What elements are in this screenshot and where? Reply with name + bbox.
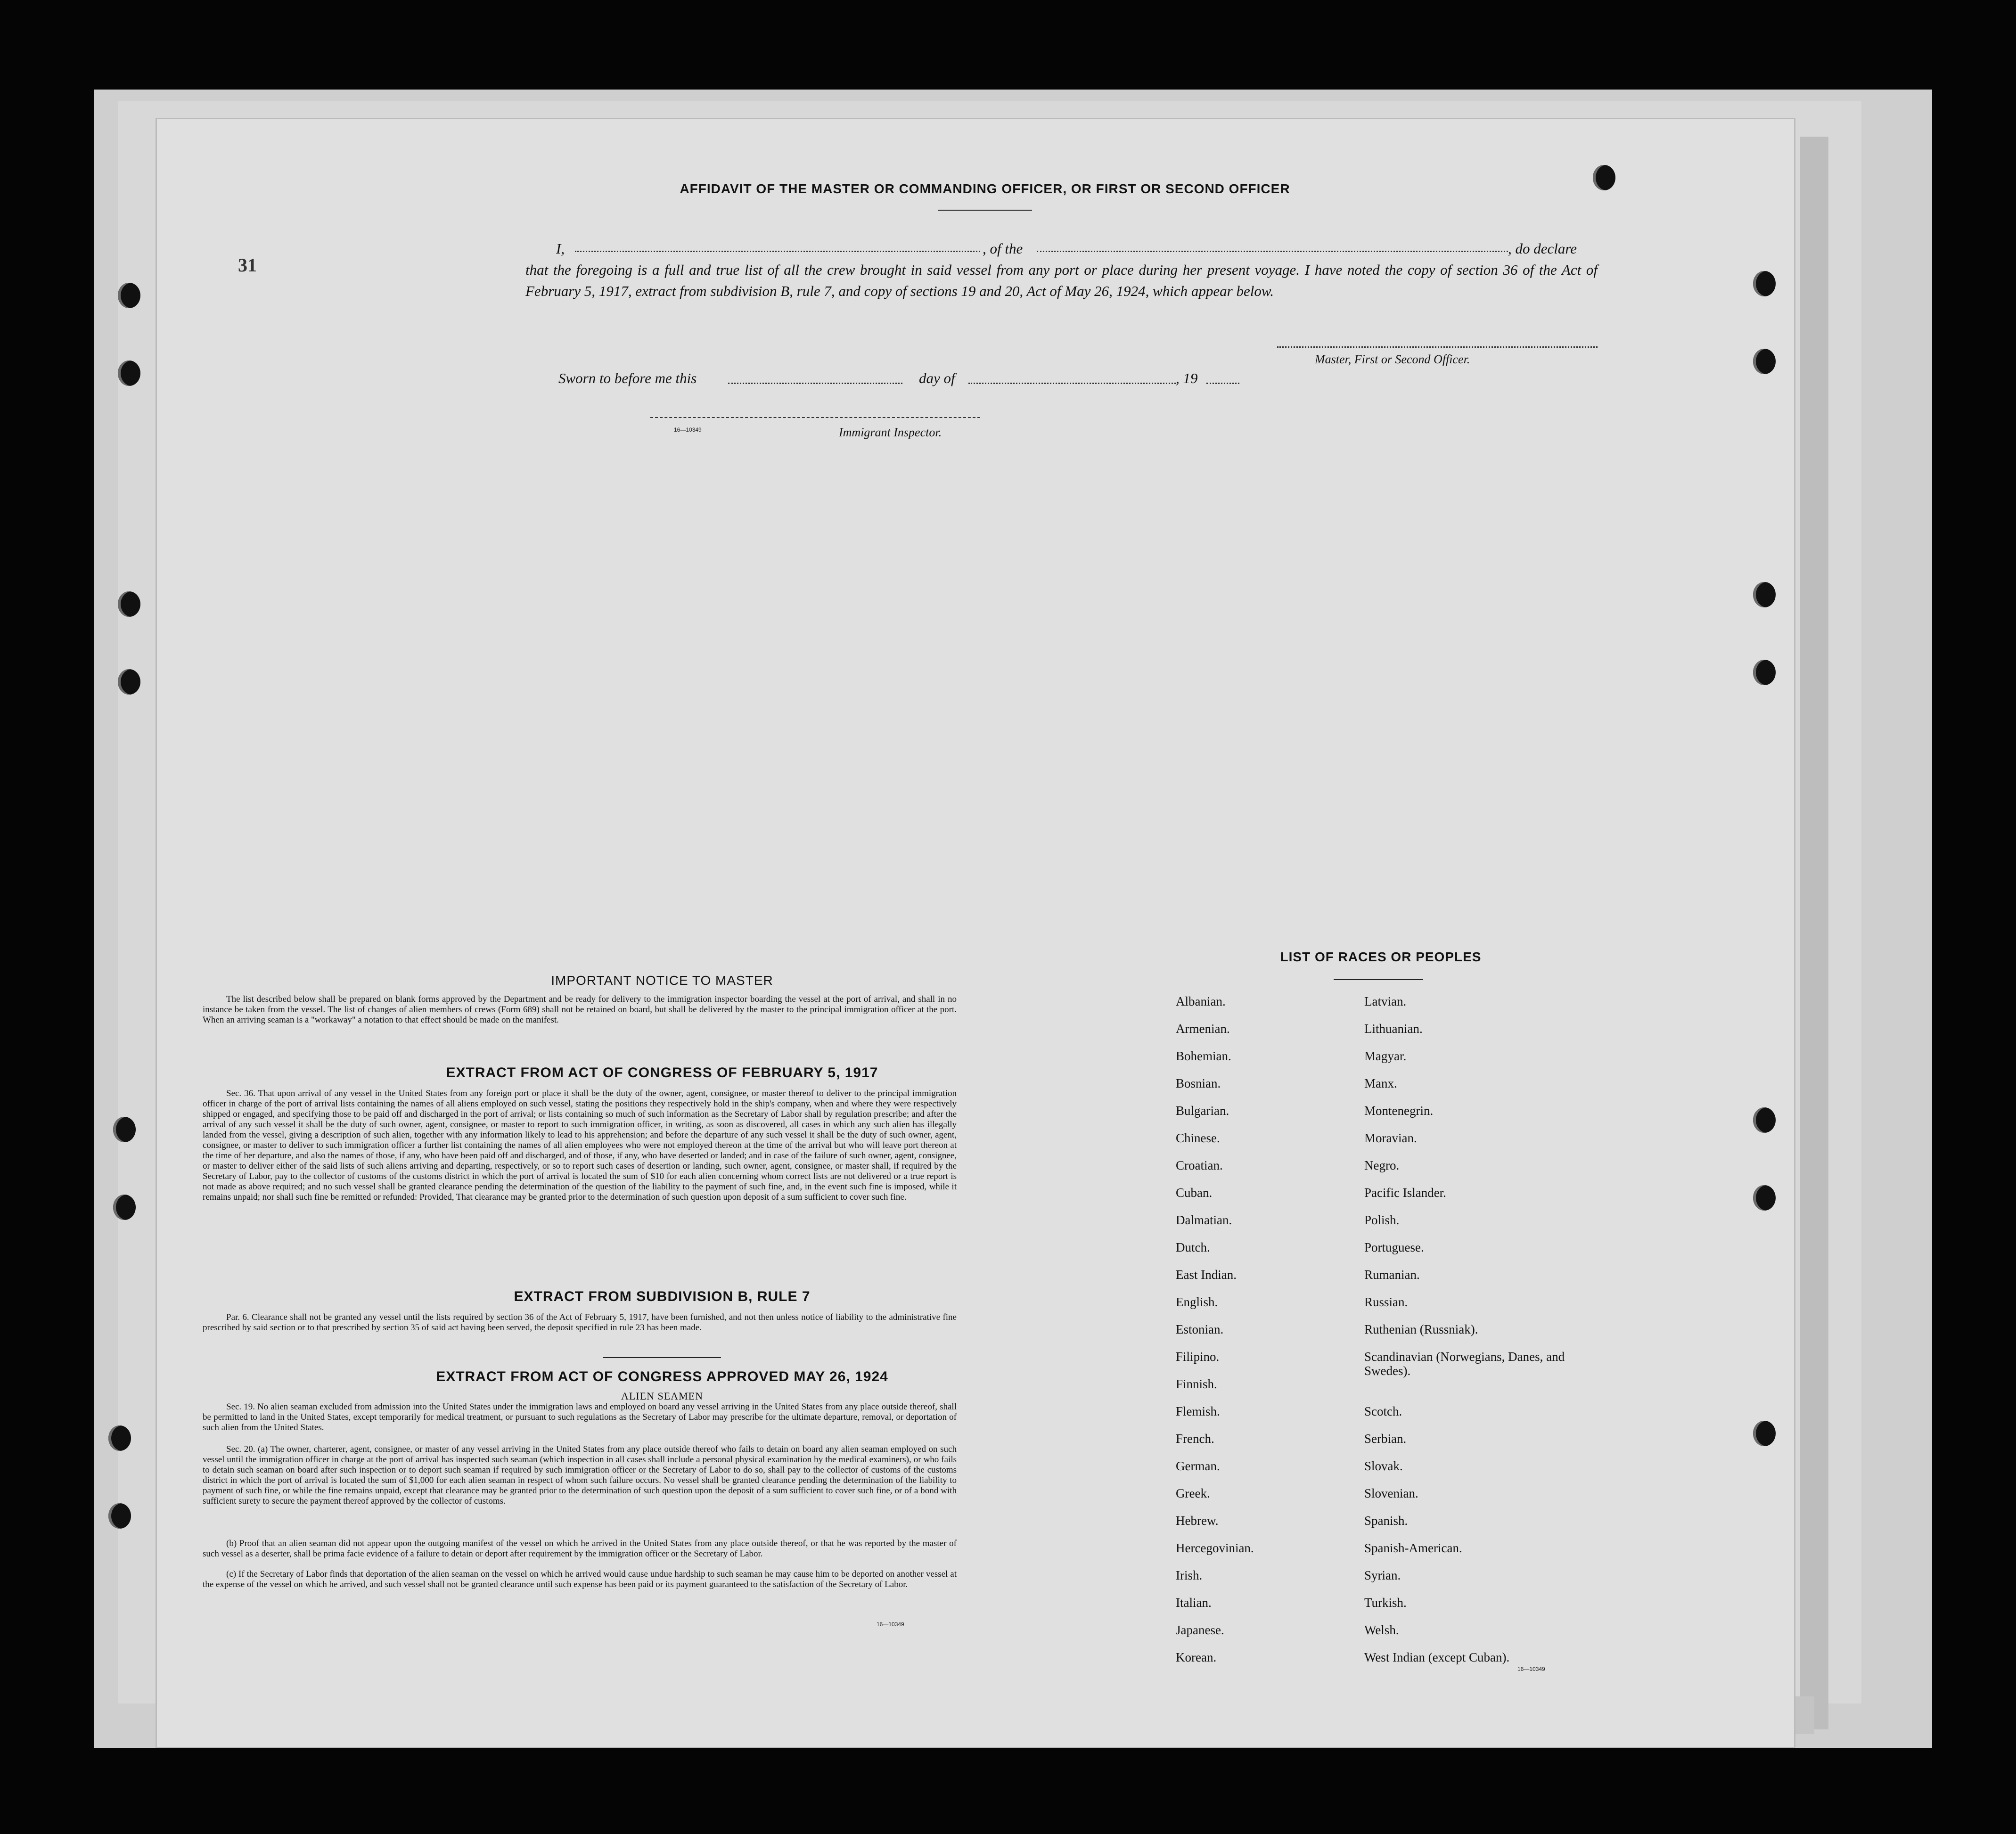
race-item: Negro. (1364, 1158, 1400, 1172)
race-item: Scandinavian (Norwegians, Danes, and Swedes). (1364, 1350, 1565, 1378)
race-item: Korean. (1176, 1650, 1217, 1664)
notice-heading: IMPORTANT NOTICE TO MASTER (551, 973, 773, 988)
name-field[interactable] (575, 251, 980, 252)
punch-hole (118, 360, 140, 386)
sworn-year: , 19 (1176, 370, 1198, 386)
punch-hole (1593, 165, 1615, 190)
punch-hole (118, 591, 140, 617)
divider (603, 1357, 721, 1358)
races-column-1 (1176, 994, 1350, 1678)
extract-1917-text: Sec. 36. That upon arrival of any vessel in the United States from any foreign port or place it shall be the duty of the owner, agent, consignee, or master thereof to deliver to the principal immigration officer in charge of the port of arrival lists containing the names of all aliens employed on such vessel, stating the positions they respectively hold in the ship's company, when and where they were respectively shipped or engaged, and specifying those to be paid off and discharged in the port of arrival; or lists containing so much of such information as the Secretary of Labor shall by regulation prescribe; and after the arrival of any such vessel it shall be the duty of such owner, agent, consignee, or master to report to such immigration officer, in writing, as soon as discovered, all cases in which any such alien has illegally landed from the vessel, giving a description of such alien, together with any information likely to lead to his apprehension; and before the departure of any such vessel it shall be the duty of such owner, agent, consignee, or master to deliver to such immigration officer a further list containing the names of all alien employees who were not employed thereon at the time of the arrival but who will leave port thereon at the time of her departure, and also the names of those, if any, who have been paid off and discharged, and of those, if any, who have deserted or landed; and in case of the failure of such owner, agent, consignee, or master to deliver either of the said lists of such aliens arriving and departing, respectively, or so to report such cases of desertion or landing, such owner, agent, consignee, or master shall, if required by the Secretary of Labor, pay to the collector of customs of the customs district in which the port of arrival is located the sum of $10 for each alien concerning whom correct lists are not delivered or a true report is not made as above required; and no such vessel shall be granted clearance pending the determination of the question of the liability to the payment of such fine, and, in the event such fine is imposed, while it remains unpaid; nor shall such fine be remitted or refunded: Provided, That clearance may be granted prior to the determination of such question upon deposit of a sum sufficient to cover such fine. (203, 1089, 957, 1202)
race-item: Latvian. (1364, 994, 1407, 1008)
race-item: Irish. (1176, 1568, 1203, 1582)
extract-1917-heading: EXTRACT FROM ACT OF CONGRESS OF FEBRUARY 5, 1917 (446, 1065, 878, 1081)
sheet-edge-right (1800, 137, 1828, 1729)
punch-hole (1753, 582, 1776, 607)
race-item: Greek. (1176, 1486, 1210, 1500)
notice-text: The list described below shall be prepared on blank forms approved by the Department and be ready for delivery to the immigration inspector boarding the vessel at the port of arrival, and shall in no instance be taken from the vessel. The list of changes of alien members of crews (Form 689) shall not be retained on board, but shall be delivered by the master to the principal immigration officer at the port. When an arriving seaman is a "workaway" a notation to that effect should be made on the manifest. (203, 994, 957, 1025)
race-item: Bosnian. (1176, 1076, 1221, 1090)
affidavit-i-label: I, (556, 240, 565, 257)
races-heading: LIST OF RACES OR PEOPLES (1280, 950, 1482, 964)
margin-number: 31 (238, 254, 257, 276)
race-item: Slovenian. (1364, 1486, 1418, 1500)
extract-1924-sec20c: (c) If the Secretary of Labor finds that deportation of the alien seaman on the vessel on which he arrived would cause undue hardship to such seaman he may cause him to be deported on another vessel at the expense of the vessel on which he arrived, and such vessel shall not be granted clearance until such expense has been paid or its payment guaranteed to the satisfaction of the Secretary of Labor. (203, 1569, 957, 1589)
race-item: West Indian (except Cuban). (1364, 1650, 1510, 1664)
punch-hole (118, 669, 140, 695)
race-item: Serbian. (1364, 1432, 1407, 1446)
race-item: East Indian. (1176, 1268, 1237, 1282)
race-item: Albanian. (1176, 994, 1226, 1008)
extract-1924-heading: EXTRACT FROM ACT OF CONGRESS APPROVED MAY 26, 1924 (436, 1369, 888, 1384)
race-item: Pacific Islander. (1364, 1186, 1446, 1200)
signature-field[interactable] (1277, 346, 1598, 348)
race-item: Dutch. (1176, 1240, 1210, 1254)
race-item: Polish. (1364, 1213, 1400, 1227)
race-item: Flemish. (1176, 1404, 1220, 1418)
signature-label: Master, First or Second Officer. (1315, 352, 1470, 366)
affidavit-body: that the foregoing is a full and true list of all the crew brought in said vessel from any port or place during her present voyage. I have noted the copy of section 36 of the Act of February 5, 1917, extract from subdivision B, rule 7, and copy of sections 19 and 20, Act of May 26, 1924, which appear below. (525, 262, 1598, 299)
race-item: Rumanian. (1364, 1268, 1420, 1282)
race-item: Manx. (1364, 1076, 1397, 1090)
race-item: Bohemian. (1176, 1049, 1231, 1063)
punch-hole (1753, 1107, 1776, 1133)
punch-hole (108, 1425, 131, 1451)
extract-1924-sec20a: Sec. 20. (a) The owner, charterer, agent, consignee, or master of any vessel arriving in the United States from any place outside thereof who fails to detain on board any alien seaman employed on such vessel until the immigration officer in charge at the port of arrival has inspected such seaman (which inspection in all cases shall include a personal physical examination by the medical examiners), or who fails to detain such seaman on board after such inspection or to deport such seaman if required by such immigration officer or the Secretary of Labor to do so, shall pay to the collector of customs of the customs district in which the port of arrival is located the sum of $1,000 for each alien seaman in respect of whom such failure occurs. No vessel shall be granted clearance pending the determination of the liability to payment of such fine, or while the fine remains unpaid, except that clearance may be granted prior to the determination of such question upon the deposit of a sum sufficient to cover such fine, or of a bond with sufficient surety to secure the payment thereof approved by the collector of customs. (203, 1444, 957, 1506)
race-item: Turkish. (1364, 1596, 1407, 1610)
race-item: Portuguese. (1364, 1240, 1424, 1254)
extract-1924-sec20b: (b) Proof that an alien seaman did not appear upon the outgoing manifest of the vessel on which he arrived in the United States from any place outside thereof, or that he was reported by the master of such vessel as a deserter, shall be prima facie evidence of a failure to detain or deport after requirement by the immigration officer or the Secretary of Labor. (203, 1539, 957, 1559)
race-item: French. (1176, 1432, 1214, 1446)
race-item: German. (1176, 1459, 1220, 1473)
race-item: Japanese. (1176, 1623, 1224, 1637)
race-item: English. (1176, 1295, 1218, 1309)
form-page (156, 118, 1795, 1748)
race-item: Italian. (1176, 1596, 1212, 1610)
sworn-year-field[interactable] (1206, 383, 1239, 384)
vessel-field[interactable] (1037, 251, 1508, 252)
race-item: Ruthenian (Russniak). (1364, 1322, 1478, 1336)
affidavit-declare-label: , do declare (1508, 240, 1577, 257)
punch-hole (113, 1117, 136, 1142)
punch-hole (1753, 1185, 1776, 1211)
sworn-month-field[interactable] (968, 383, 1176, 384)
race-item: Bulgarian. (1176, 1104, 1229, 1118)
inspector-label: Immigrant Inspector. (839, 426, 942, 439)
race-item: Lithuanian. (1364, 1022, 1423, 1036)
form-code: 16—10349 (877, 1621, 904, 1628)
form-code: 16—10349 (1517, 1666, 1545, 1672)
race-item: Spanish. (1364, 1514, 1408, 1528)
sworn-prefix: Sworn to before me this (558, 370, 697, 386)
alien-seamen-subheading: ALIEN SEAMEN (621, 1390, 703, 1402)
race-item: Filipino. (1176, 1350, 1220, 1364)
race-item: Croatian. (1176, 1158, 1223, 1172)
sworn-day-field[interactable] (728, 383, 902, 384)
race-item: Spanish-American. (1364, 1541, 1462, 1555)
extract-rule7-heading: EXTRACT FROM SUBDIVISION B, RULE 7 (514, 1289, 811, 1304)
race-item: Finnish. (1176, 1377, 1217, 1391)
extract-1924-sec19: Sec. 19. No alien seaman excluded from admission into the United States under the immigration laws and employed on board any vessel arriving in the United States from any place outside thereof, shall be permitted to land in the United States, except temporarily for medical treatment, or pursuant to such regulations as the Secretary of Labor may prescribe for the ultimate departure, removal, or deportation of such alien from the United States. (203, 1402, 957, 1433)
sworn-dayof: day of (919, 370, 955, 386)
extract-rule7-text: Par. 6. Clearance shall not be granted any vessel until the lists required by section 36 of the Act of February 5, 1917, have been furnished, and not then unless notice of liability to the administrative fine prescribed by said section or to that prescribed by section 35 of said act having been served, the deposit specified in rule 23 has been made. (203, 1312, 957, 1333)
race-item: Moravian. (1364, 1131, 1417, 1145)
race-item: Magyar. (1364, 1049, 1407, 1063)
race-item: Montenegrin. (1364, 1104, 1434, 1118)
race-item: Slovak. (1364, 1459, 1403, 1473)
form-code: 16—10349 (674, 426, 702, 433)
divider (938, 210, 1032, 211)
punch-hole (1753, 349, 1776, 374)
race-item: Russian. (1364, 1295, 1408, 1309)
race-item: Welsh. (1364, 1623, 1399, 1637)
race-item: Cuban. (1176, 1186, 1213, 1200)
punch-hole (108, 1503, 131, 1529)
punch-hole (1753, 1421, 1776, 1446)
race-item: Estonian. (1176, 1322, 1224, 1336)
race-item: Armenian. (1176, 1022, 1230, 1036)
affidavit-of-label: , of the (983, 240, 1023, 257)
race-item: Hercegovinian. (1176, 1541, 1254, 1555)
race-item: Chinese. (1176, 1131, 1220, 1145)
races-column-2 (1364, 994, 1567, 1678)
race-item: Scotch. (1364, 1404, 1402, 1418)
punch-hole (1753, 271, 1776, 296)
affidavit-heading: AFFIDAVIT OF THE MASTER OR COMMANDING OFFICER, OR FIRST OR SECOND OFFICER (680, 181, 1290, 196)
divider (1334, 979, 1423, 980)
punch-hole (113, 1195, 136, 1220)
punch-hole (118, 283, 140, 308)
race-item: Dalmatian. (1176, 1213, 1232, 1227)
race-item: Hebrew. (1176, 1514, 1219, 1528)
inspector-signature-field[interactable] (650, 417, 980, 418)
race-item: Syrian. (1364, 1568, 1401, 1582)
punch-hole (1753, 660, 1776, 685)
